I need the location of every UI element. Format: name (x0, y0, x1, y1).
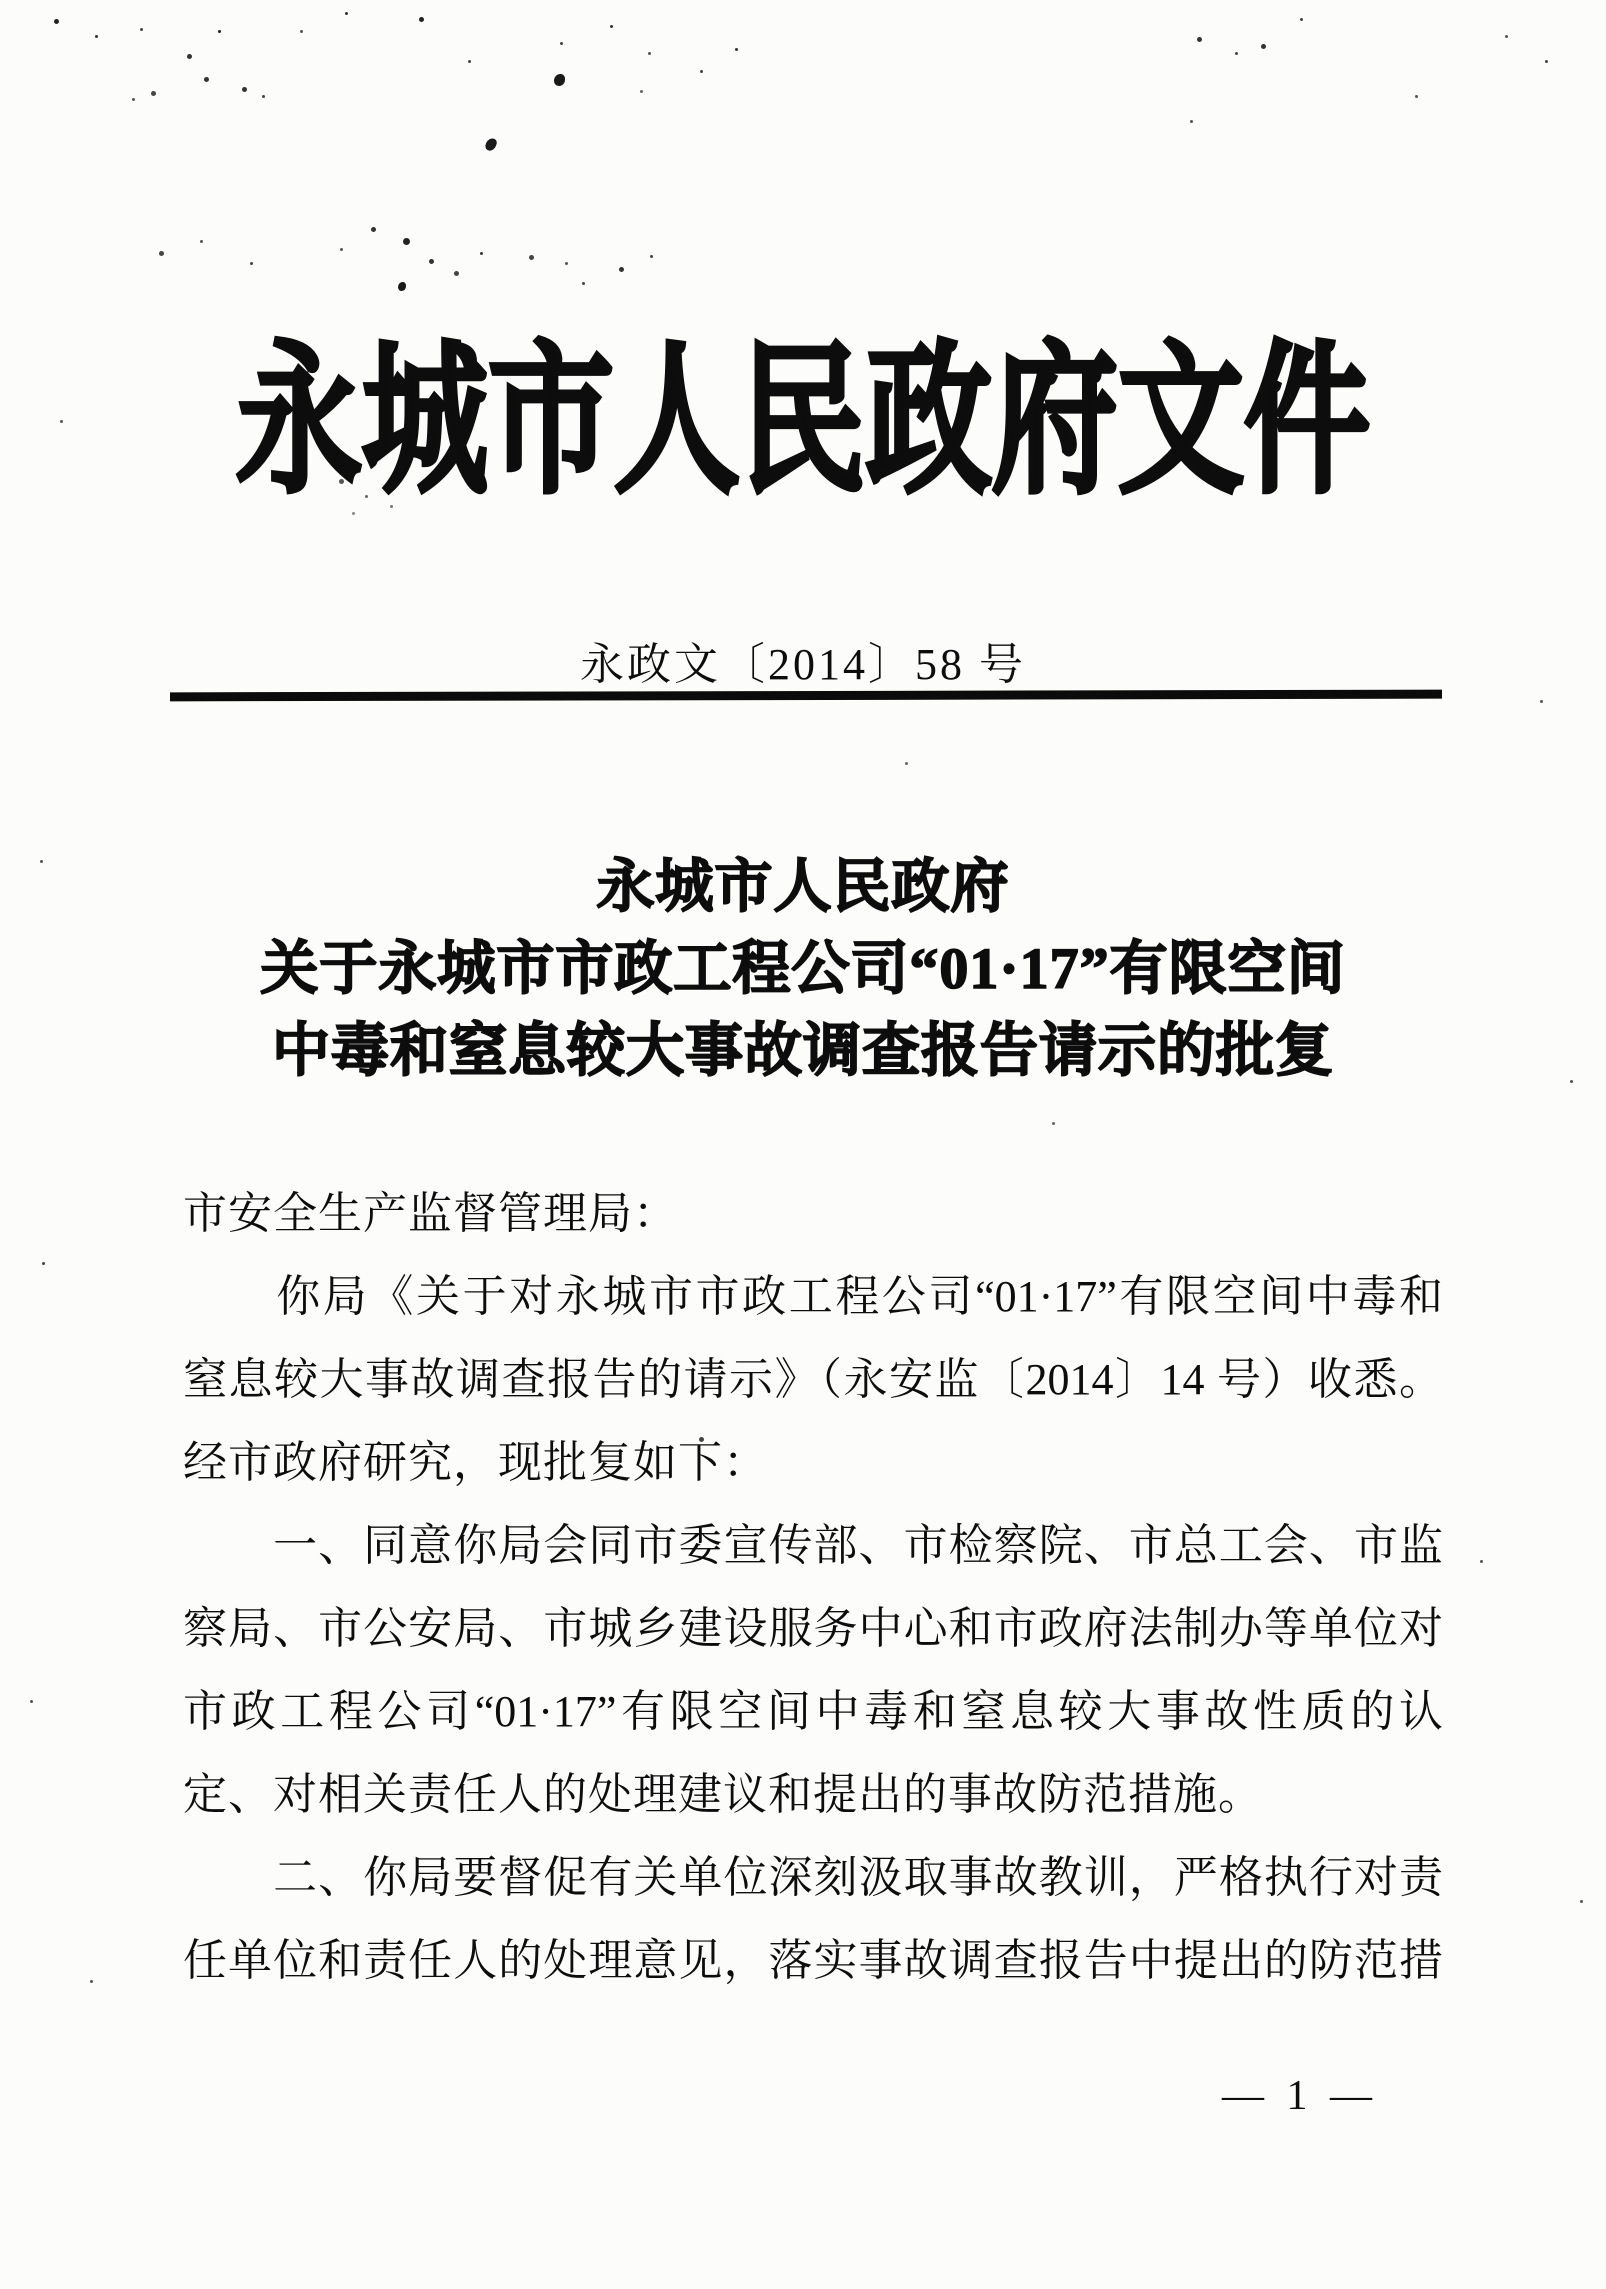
document-title-line-2: 关于永城市市政工程公司“01·17”有限空间 (260, 936, 1346, 1001)
letterhead-divider-rule (170, 690, 1442, 702)
page-number: — 1 — (1222, 2073, 1378, 2119)
body-line: 市政工程公司“01·17”有限空间中毒和窒息较大事故性质的认 (183, 1687, 1443, 1736)
government-letterhead-title: 永城市人民政府文件 (236, 332, 1370, 514)
scan-noise-blob (554, 74, 565, 86)
body-line: 察局、市公安局、市城乡建设服务中心和市政府法制办等单位对 (183, 1604, 1443, 1653)
body-line-recipient: 市安全生产监督管理局： (183, 1189, 678, 1238)
body-line: 二、你局要督促有关单位深刻汲取事故教训，严格执行对责 (183, 1853, 1443, 1902)
scan-noise-blob (484, 136, 499, 152)
body-line: 一、同意你局会同市委宣传部、市检察院、市总工会、市监 (183, 1521, 1443, 1570)
body-line: 你局《关于对永城市市政工程公司“01·17”有限空间中毒和 (183, 1272, 1443, 1321)
document-title-line-1: 永城市人民政府 (596, 854, 1010, 919)
scan-noise-specks (0, 0, 3, 3)
body-line: 经市政府研究，现批复如下： (183, 1438, 768, 1487)
body-line: 定、对相关责任人的处理建议和提出的事故防范措施。 (183, 1770, 1263, 1819)
document-title-line-3: 中毒和窒息较大事故调查报告请示的批复 (271, 1018, 1334, 1083)
document-reference-number: 永政文〔2014〕58 号 (580, 640, 1026, 689)
scan-noise-blob (398, 282, 406, 291)
document-body (183, 1172, 1443, 2002)
body-line: 窒息较大事故调查报告的请示》（永安监〔2014〕14 号）收悉。 (183, 1355, 1443, 1404)
document-title (0, 846, 1606, 1092)
body-line: 任单位和责任人的处理意见，落实事故调查报告中提出的防范措 (183, 1936, 1443, 1985)
